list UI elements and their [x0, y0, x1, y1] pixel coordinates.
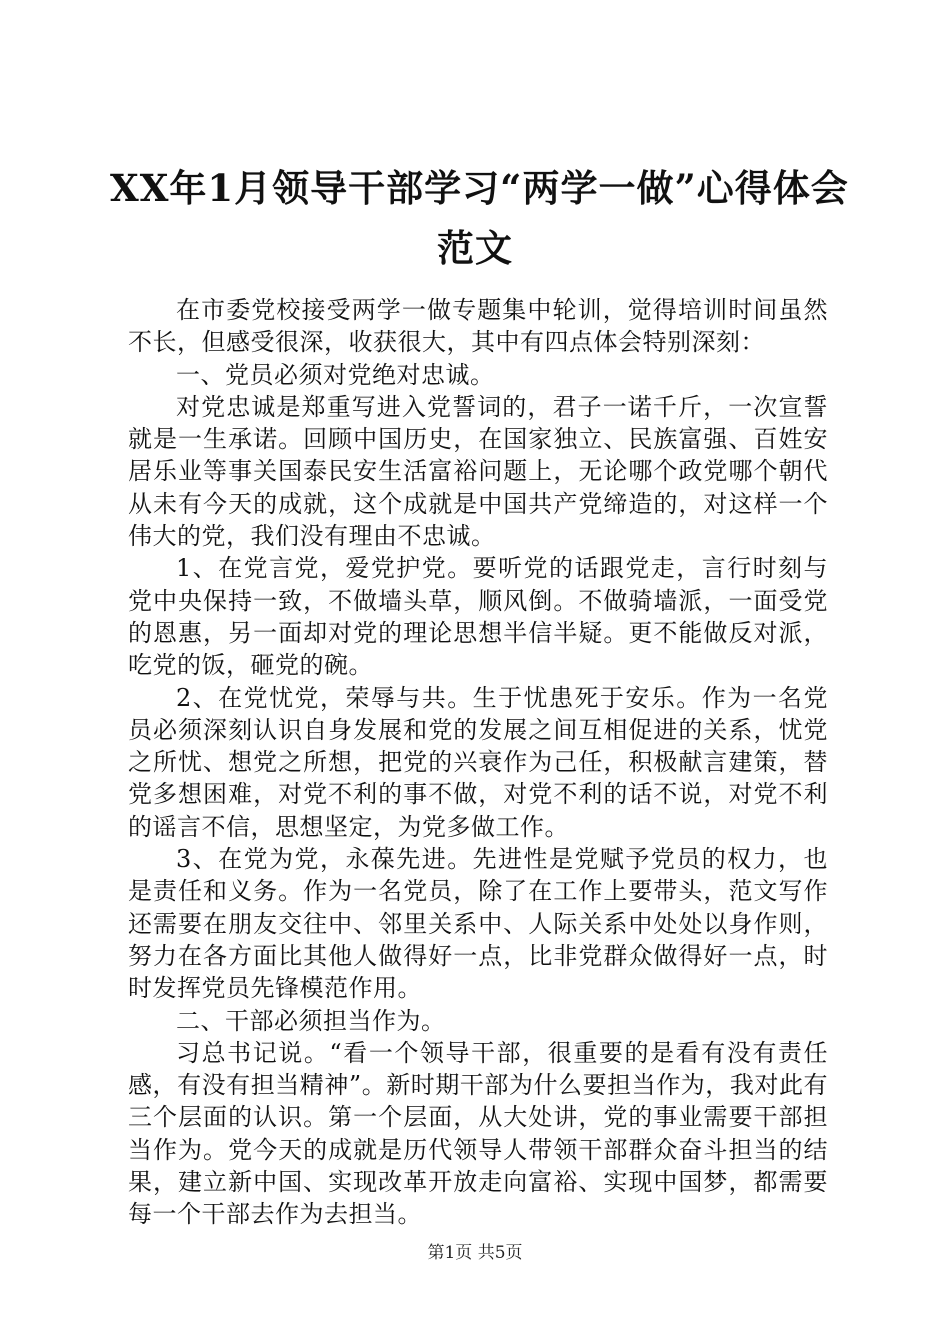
paragraph-loyalty: 对党忠诚是郑重写进入党誓词的，君子一诺千斤，一次宣誓就是一生承诺。回顾中国历史，在国家独立、民族富强、百姓安居乐业等事关国泰民安生活富裕问题上，无论哪个政党哪个朝代从未有今天的成就，这个成就是中国共产党缔造的，对这样一个伟大的党，我们没有理由不忠诚。 — [128, 392, 828, 551]
document-title-line-1: XX年1月领导干部学习“两学一做”心得体会 — [110, 166, 849, 210]
paragraph-intro: 在市委党校接受两学一做专题集中轮训，觉得培训时间虽然不长，但感受很深，收获很大，其中有四点体会特别深刻： — [128, 296, 828, 357]
document-title-line-2: 范文 — [437, 226, 513, 270]
section-heading-1: 一、党员必须对党绝对忠诚。 — [176, 360, 495, 389]
section-heading-2: 二、干部必须担当作为。 — [176, 1006, 446, 1035]
paragraph-responsibility: 习总书记说。“看一个领导干部，很重要的是看有没有责任感，有没有担当精神”。新时期干部为什么要担当作为，我对此有三个层面的认识。第一个层面，从大处讲，党的事业需要干部担当作为。党今天的成就是历代领导人带领干部群众奋斗担当的结果，建立新中国、实现改革开放走向富裕、实现中国梦，都需要每一个干部去作为去担当。 — [128, 1038, 828, 1229]
document-body — [128, 294, 828, 1231]
paragraph-point-3: 3、在党为党，永葆先进。先进性是党赋予党员的权力，也是责任和义务。作为一名党员，除了在工作上要带头，范文写作还需要在朋友交往中、邻里关系中、人际关系中处处以身作则，努力在各方面比其他人做得好一点，比非党群众做得好一点，时时发挥党员先锋模范作用。 — [128, 845, 828, 1003]
paragraph-point-1: 1、在党言党，爱党护党。要听党的话跟党走，言行时刻与党中央保持一致，不做墙头草，顺风倒。不做骑墙派，一面受党的恩惠，另一面却对党的理论思想半信半疑。更不能做反对派，吃党的饭，砸党的碗。 — [128, 554, 828, 680]
page-number-footer: 第1页 共5页 — [427, 1243, 523, 1263]
paragraph-point-2: 2、在党忧党，荣辱与共。生于忧患死于安乐。作为一名党员必须深刻认识自身发展和党的发展之间互相促进的关系，忧党之所忧、想党之所想，把党的兴衰作为己任，积极献言建策，替党多想困难，对党不利的事不做，对党不利的话不说，对党不利的谣言不信，思想坚定，为党多做工作。 — [128, 683, 828, 841]
